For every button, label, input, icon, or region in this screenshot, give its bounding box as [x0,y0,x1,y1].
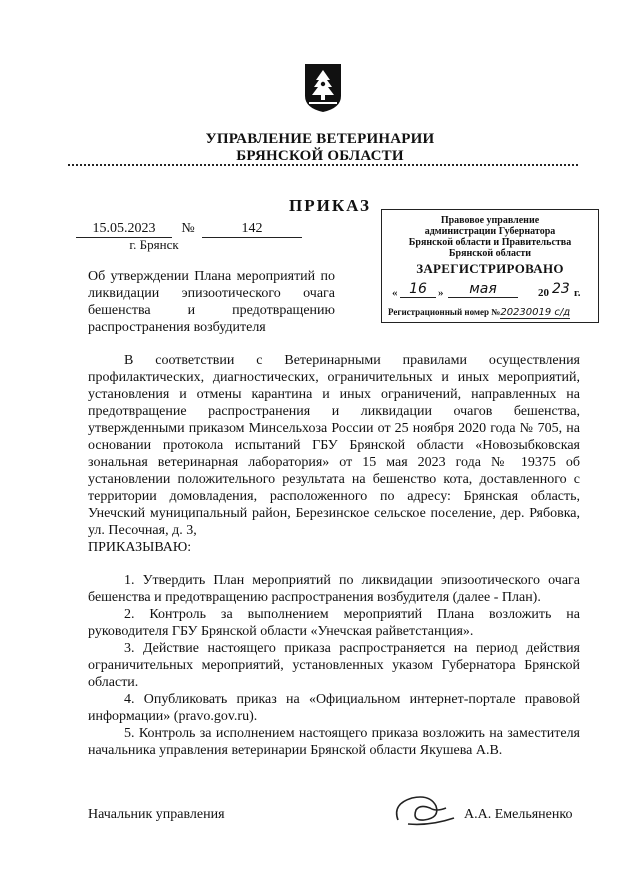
stamp-reg-number: 20230019 с/д [500,307,571,318]
stamp-day: 16 [400,281,436,298]
org-name-line1: УПРАВЛЕНИЕ ВЕТЕРИНАРИИ [205,131,435,147]
body-preamble: В соответствии с Ветеринарными правилами осуществления профилактических, диагностических, ограничительных и иных мероприятий, установления и отмены карантина и иных ограничений, направленных на предотвращение распространения и ликвидации очагов бешенства, утвержденными приказом Минсельхоза России от 25 ноября 2020 года № 705, на основании протокола испытаний ГБУ Брянской области «Новозыбковская зональная ветеринарная лаборатория» от 15 мая 2023 года № 19375 об установлении положительного результата на бешенство кота, доставленного с территории домовладения, расположенного по адресу: Брянская область, Унечский муниципальный район, Березинское сельское поселение, дер. Рябовка, ул. Песочная, д. 3, ПРИКАЗЫВАЮ: [88,353,580,555]
stamp-year-unit: г. [574,287,581,299]
order-subject: Об утверждении Плана мероприятий по ликвидации эпизоотического очага бешенства и предотвращению распространения возбудителя [88,269,335,335]
stamp-year-suffix: 23 [552,281,570,297]
org-name-line2: БРЯНСКОЙ ОБЛАСТИ [236,148,404,164]
signature-mark [390,790,460,830]
header-divider [68,164,578,166]
coat-of-arms-icon [303,62,343,114]
order-word: ПРИКАЗЫВАЮ: [88,540,192,555]
stamp-line2: администрации Губернатора [424,226,556,237]
stamp-line4: Брянской области [448,248,532,259]
list-item: 3. Действие настоящего приказа распространяется на период действия ограничительных мероприятий, установленных указом Губернатора Брянской области. [88,641,580,690]
list-item: 4. Опубликовать приказ на «Официальном интернет-портале правовой информации» (pravo.gov.ru). [88,692,580,724]
signer-name: А.А. Емельяненко [464,807,573,822]
stamp-registered: ЗАРЕГИСТРИРОВАНО [416,261,564,276]
list-item: 5. Контроль за исполнением настоящего приказа возложить на заместителя начальника управления ветеринарии Брянской области Якушева А.В. [88,726,580,758]
registration-stamp [381,209,599,323]
list-item: 1. Утвердить План мероприятий по ликвидации эпизоотического очага бешенства и предотвращению распространения возбудителя (далее - План). [88,573,580,605]
number-sign: № [181,221,195,236]
list-item: 2. Контроль за выполнением мероприятий Плана возложить на руководителя ГБУ Брянской области «Унечская райветстанция». [88,607,580,639]
stamp-year-prefix: 20 [538,287,549,299]
stamp-month: мая [448,281,518,298]
order-date: 15.05.2023 [76,221,172,238]
stamp-line3: Брянской области и Правительства [408,237,572,248]
stamp-date-row: « 16 » мая 20 23 г. [392,281,581,299]
stamp-line1: Правовое управление [440,215,540,226]
order-items [88,572,580,759]
order-number: 142 [202,221,302,238]
document-title: ПРИКАЗ [289,196,371,215]
stamp-reg-label: Регистрационный номер № [388,307,501,317]
order-city: г. Брянск [129,237,179,252]
stamp-number-row [388,307,594,318]
signer-position: Начальник управления [88,807,225,822]
